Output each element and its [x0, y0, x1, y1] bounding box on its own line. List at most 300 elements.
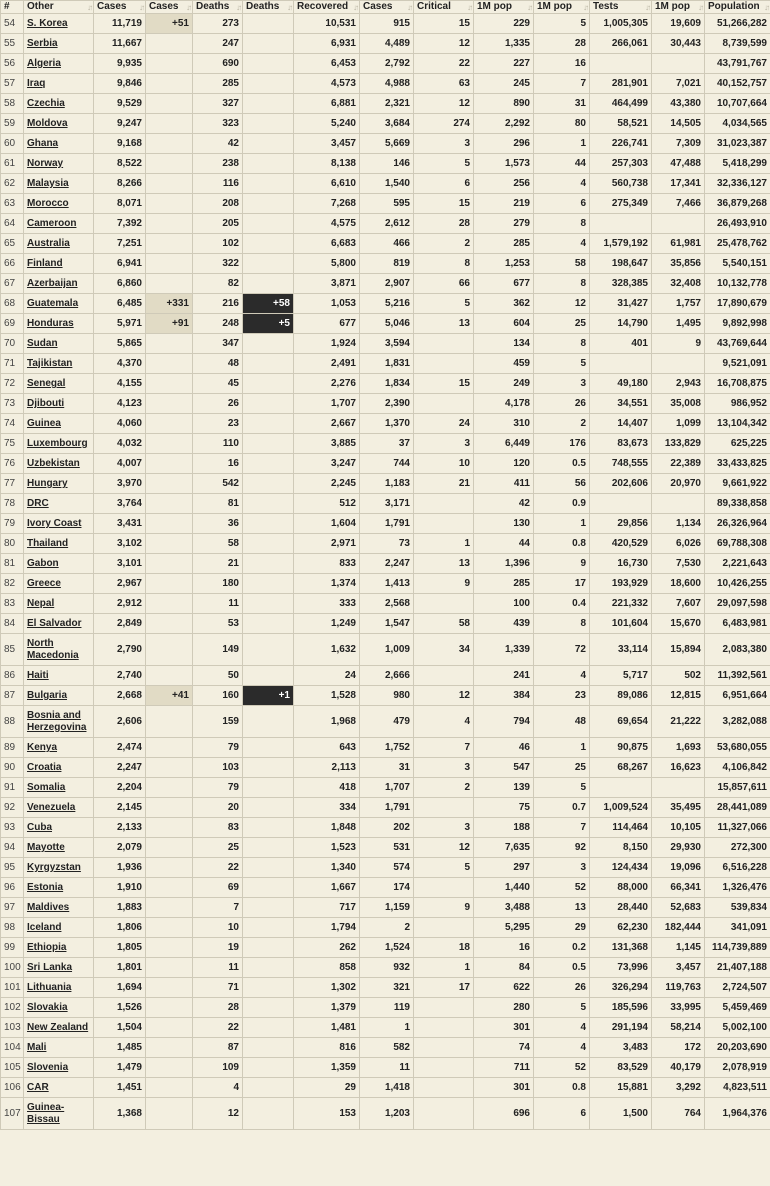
population-cell: 43,791,767 — [705, 54, 770, 74]
total-deaths-cell: 22 — [193, 858, 243, 878]
country-link[interactable]: Guinea — [27, 418, 61, 429]
deaths-per-million-cell: 8 — [534, 274, 590, 294]
column-header-population[interactable] — [705, 1, 770, 14]
column-header-new-cases[interactable] — [146, 1, 193, 14]
sort-arrows-icon[interactable]: ↓↑ — [583, 3, 587, 12]
tests-per-million-cell — [652, 54, 705, 74]
new-cases-cell — [146, 958, 193, 978]
tests-per-million-cell: 58,214 — [652, 1018, 705, 1038]
country-link[interactable]: Senegal — [27, 378, 66, 389]
active-cases-cell: 2,792 — [360, 54, 414, 74]
table-row — [1, 594, 770, 614]
new-cases-cell — [146, 1038, 193, 1058]
new-deaths-cell — [243, 798, 294, 818]
country-link[interactable]: Honduras — [27, 318, 74, 329]
new-deaths-cell — [243, 234, 294, 254]
country-link[interactable]: Kenya — [27, 742, 58, 753]
tests-per-million-cell: 7,466 — [652, 194, 705, 214]
new-deaths-cell — [243, 174, 294, 194]
country-link[interactable]: Norway — [27, 158, 64, 169]
country-link[interactable]: Morocco — [27, 198, 69, 209]
country-link[interactable]: Gabon — [27, 558, 59, 569]
tests-cell: 88,000 — [590, 878, 652, 898]
deaths-per-million-cell: 52 — [534, 878, 590, 898]
table-row — [1, 818, 770, 838]
recovered-cell: 1,667 — [294, 878, 360, 898]
table-row — [1, 294, 770, 314]
country-link[interactable]: Estonia — [27, 882, 64, 893]
tests-per-million-cell: 1,099 — [652, 414, 705, 434]
table-row — [1, 798, 770, 818]
country-link[interactable]: Greece — [27, 578, 61, 589]
country-cell — [24, 1038, 94, 1058]
critical-cell — [414, 514, 474, 534]
total-deaths-cell: 11 — [193, 594, 243, 614]
recovered-cell: 512 — [294, 494, 360, 514]
rank-cell: 99 — [1, 938, 24, 958]
total-deaths-cell: 53 — [193, 614, 243, 634]
tests-per-million-cell: 7,530 — [652, 554, 705, 574]
country-cell — [24, 594, 94, 614]
population-cell: 33,433,825 — [705, 454, 770, 474]
country-link[interactable]: Moldova — [27, 118, 68, 129]
country-link[interactable]: Ivory Coast — [27, 518, 82, 529]
rank-cell: 80 — [1, 534, 24, 554]
tests-per-million-cell: 52,683 — [652, 898, 705, 918]
country-cell — [24, 14, 94, 34]
total-cases-cell: 5,971 — [94, 314, 146, 334]
population-cell: 2,221,643 — [705, 554, 770, 574]
column-header-deaths-per-million[interactable] — [534, 1, 590, 14]
recovered-cell: 5,240 — [294, 114, 360, 134]
column-header-label: Deaths — [246, 1, 280, 12]
population-cell: 625,225 — [705, 434, 770, 454]
critical-cell: 12 — [414, 94, 474, 114]
column-header-tests-per-million[interactable] — [652, 1, 705, 14]
country-cell — [24, 574, 94, 594]
new-deaths-cell — [243, 1078, 294, 1098]
new-cases-cell — [146, 514, 193, 534]
sort-arrows-icon[interactable]: ↓↑ — [186, 3, 190, 12]
population-cell: 32,336,127 — [705, 174, 770, 194]
table-body — [1, 14, 770, 1130]
country-link[interactable]: Mayotte — [27, 842, 65, 853]
country-link[interactable]: Tajikistan — [27, 358, 73, 369]
new-cases-cell — [146, 414, 193, 434]
total-cases-cell: 6,485 — [94, 294, 146, 314]
tests-cell: 202,606 — [590, 474, 652, 494]
column-header-label: Population — [708, 1, 760, 12]
rank-cell: 74 — [1, 414, 24, 434]
column-header-total-deaths[interactable] — [193, 1, 243, 14]
cases-per-million-cell: 1,339 — [474, 634, 534, 666]
tests-cell: 58,521 — [590, 114, 652, 134]
total-deaths-cell: 327 — [193, 94, 243, 114]
country-link[interactable]: Thailand — [27, 538, 69, 549]
country-link[interactable]: Slovenia — [27, 1062, 69, 1073]
new-deaths-cell — [243, 494, 294, 514]
critical-cell: 22 — [414, 54, 474, 74]
total-cases-cell: 2,849 — [94, 614, 146, 634]
cases-per-million-cell: 84 — [474, 958, 534, 978]
rank-cell: 100 — [1, 958, 24, 978]
sort-arrows-icon[interactable]: ↓↑ — [407, 3, 411, 12]
recovered-cell: 833 — [294, 554, 360, 574]
total-cases-cell: 9,247 — [94, 114, 146, 134]
population-cell: 9,521,091 — [705, 354, 770, 374]
rank-cell: 85 — [1, 634, 24, 666]
tests-per-million-cell: 3,457 — [652, 958, 705, 978]
population-cell: 10,132,778 — [705, 274, 770, 294]
population-cell: 36,879,268 — [705, 194, 770, 214]
total-cases-cell: 3,431 — [94, 514, 146, 534]
tests-per-million-cell: 6,026 — [652, 534, 705, 554]
recovered-cell: 816 — [294, 1038, 360, 1058]
tests-cell: 326,294 — [590, 978, 652, 998]
total-cases-cell: 7,392 — [94, 214, 146, 234]
deaths-per-million-cell: 29 — [534, 918, 590, 938]
new-cases-cell — [146, 594, 193, 614]
rank-cell: 83 — [1, 594, 24, 614]
rank-cell: 67 — [1, 274, 24, 294]
country-link[interactable]: Guinea-Bissau — [27, 1101, 65, 1125]
column-header-tests[interactable] — [590, 1, 652, 14]
new-deaths-cell — [243, 634, 294, 666]
column-header-rank[interactable] — [1, 1, 24, 14]
cases-per-million-cell: 279 — [474, 214, 534, 234]
rank-cell: 78 — [1, 494, 24, 514]
critical-cell: 3 — [414, 134, 474, 154]
recovered-cell: 8,138 — [294, 154, 360, 174]
column-header-critical[interactable] — [414, 1, 474, 14]
recovered-cell: 1,302 — [294, 978, 360, 998]
column-header-cases-per-million[interactable] — [474, 1, 534, 14]
population-cell: 15,857,611 — [705, 778, 770, 798]
critical-cell: 2 — [414, 234, 474, 254]
deaths-per-million-cell: 80 — [534, 114, 590, 134]
new-cases-cell — [146, 978, 193, 998]
country-link[interactable]: Australia — [27, 238, 70, 249]
tests-cell: 198,647 — [590, 254, 652, 274]
sort-arrows-icon[interactable]: ↓↑ — [353, 3, 357, 12]
cases-per-million-cell: 16 — [474, 938, 534, 958]
new-cases-cell — [146, 214, 193, 234]
population-cell: 20,203,690 — [705, 1038, 770, 1058]
tests-per-million-cell: 47,488 — [652, 154, 705, 174]
total-cases-cell: 9,529 — [94, 94, 146, 114]
sort-arrows-icon[interactable]: ↓↑ — [236, 3, 240, 12]
rank-cell: 76 — [1, 454, 24, 474]
country-link[interactable]: CAR — [27, 1082, 49, 1093]
new-cases-cell — [146, 878, 193, 898]
sort-arrows-icon[interactable]: ↓↑ — [698, 3, 702, 12]
country-link[interactable]: Djibouti — [27, 398, 65, 409]
table-row — [1, 778, 770, 798]
cases-per-million-cell: 2,292 — [474, 114, 534, 134]
country-link[interactable]: Haiti — [27, 670, 49, 681]
deaths-per-million-cell: 28 — [534, 34, 590, 54]
tests-cell: 16,730 — [590, 554, 652, 574]
country-cell — [24, 778, 94, 798]
country-cell — [24, 938, 94, 958]
deaths-per-million-cell: 0.7 — [534, 798, 590, 818]
deaths-per-million-cell: 6 — [534, 194, 590, 214]
country-link[interactable]: Hungary — [27, 478, 68, 489]
cases-per-million-cell: 4,178 — [474, 394, 534, 414]
tests-per-million-cell: 30,443 — [652, 34, 705, 54]
rank-cell: 107 — [1, 1098, 24, 1130]
active-cases-cell: 2,612 — [360, 214, 414, 234]
country-link[interactable]: S. Korea — [27, 18, 68, 29]
active-cases-cell: 1,540 — [360, 174, 414, 194]
new-deaths-cell — [243, 858, 294, 878]
total-cases-cell: 1,936 — [94, 858, 146, 878]
rank-cell: 105 — [1, 1058, 24, 1078]
tests-per-million-cell: 119,763 — [652, 978, 705, 998]
active-cases-cell: 1,418 — [360, 1078, 414, 1098]
country-cell — [24, 1058, 94, 1078]
total-deaths-cell: 23 — [193, 414, 243, 434]
new-deaths-cell — [243, 666, 294, 686]
tests-cell: 193,929 — [590, 574, 652, 594]
total-cases-cell: 2,145 — [94, 798, 146, 818]
table-row — [1, 978, 770, 998]
active-cases-cell: 1,413 — [360, 574, 414, 594]
country-link[interactable]: Sudan — [27, 338, 58, 349]
recovered-cell: 3,247 — [294, 454, 360, 474]
country-cell — [24, 686, 94, 706]
new-cases-cell — [146, 254, 193, 274]
column-header-total-cases[interactable] — [94, 1, 146, 14]
table-row — [1, 74, 770, 94]
new-deaths-cell — [243, 978, 294, 998]
total-cases-cell: 1,805 — [94, 938, 146, 958]
country-link[interactable]: Malaysia — [27, 178, 69, 189]
recovered-cell: 6,881 — [294, 94, 360, 114]
column-header-new-deaths[interactable] — [243, 1, 294, 14]
tests-per-million-cell: 15,670 — [652, 614, 705, 634]
country-link[interactable]: Uzbekistan — [27, 458, 80, 469]
country-link[interactable]: Croatia — [27, 762, 62, 773]
total-cases-cell: 2,790 — [94, 634, 146, 666]
column-header-recovered[interactable] — [294, 1, 360, 14]
new-deaths-cell — [243, 254, 294, 274]
sort-arrows-icon[interactable]: ↓↑ — [764, 3, 768, 12]
table-row — [1, 666, 770, 686]
sort-arrows-icon[interactable]: ↓↑ — [287, 3, 291, 12]
tests-cell: 90,875 — [590, 738, 652, 758]
table-row — [1, 738, 770, 758]
country-link[interactable]: Maldives — [27, 902, 70, 913]
tests-per-million-cell: 29,930 — [652, 838, 705, 858]
tests-per-million-cell: 7,607 — [652, 594, 705, 614]
total-cases-cell: 1,910 — [94, 878, 146, 898]
recovered-cell: 334 — [294, 798, 360, 818]
active-cases-cell: 37 — [360, 434, 414, 454]
recovered-cell: 1,848 — [294, 818, 360, 838]
country-link[interactable]: Azerbaijan — [27, 278, 78, 289]
sort-arrows-icon[interactable]: ↓↑ — [645, 3, 649, 12]
column-header-active-cases[interactable] — [360, 1, 414, 14]
country-cell — [24, 74, 94, 94]
country-link[interactable]: El Salvador — [27, 618, 82, 629]
recovered-cell: 5,800 — [294, 254, 360, 274]
country-link[interactable]: Lithuania — [27, 982, 72, 993]
cases-per-million-cell: 890 — [474, 94, 534, 114]
country-cell — [24, 514, 94, 534]
tests-cell: 560,738 — [590, 174, 652, 194]
country-link[interactable]: Serbia — [27, 38, 58, 49]
table-row — [1, 838, 770, 858]
rank-cell: 94 — [1, 838, 24, 858]
table-row — [1, 1018, 770, 1038]
rank-cell: 87 — [1, 686, 24, 706]
tests-cell: 29,856 — [590, 514, 652, 534]
country-link[interactable]: Cameroon — [27, 218, 77, 229]
active-cases-cell: 2,390 — [360, 394, 414, 414]
tests-per-million-cell: 14,505 — [652, 114, 705, 134]
sort-arrows-icon[interactable]: ↓↑ — [527, 3, 531, 12]
population-cell: 25,478,762 — [705, 234, 770, 254]
sort-arrows-icon[interactable]: ↓↑ — [467, 3, 471, 12]
country-cell — [24, 818, 94, 838]
table-row — [1, 534, 770, 554]
new-deaths-cell — [243, 94, 294, 114]
sort-arrows-icon[interactable]: ↓↑ — [139, 3, 143, 12]
country-link[interactable]: Somalia — [27, 782, 66, 793]
country-link[interactable]: North Macedonia — [27, 637, 79, 661]
tests-cell: 131,368 — [590, 938, 652, 958]
critical-cell — [414, 1018, 474, 1038]
country-link[interactable]: DRC — [27, 498, 49, 509]
country-link[interactable]: Algeria — [27, 58, 61, 69]
country-cell — [24, 154, 94, 174]
table-row — [1, 574, 770, 594]
table-row — [1, 354, 770, 374]
tests-cell: 124,434 — [590, 858, 652, 878]
country-link[interactable]: Mali — [27, 1042, 47, 1053]
deaths-per-million-cell: 58 — [534, 254, 590, 274]
new-cases-cell — [146, 394, 193, 414]
table-row — [1, 214, 770, 234]
new-cases-cell — [146, 334, 193, 354]
deaths-per-million-cell: 56 — [534, 474, 590, 494]
cases-per-million-cell: 249 — [474, 374, 534, 394]
new-deaths-cell — [243, 214, 294, 234]
country-link[interactable]: Finland — [27, 258, 63, 269]
active-cases-cell: 1,834 — [360, 374, 414, 394]
tests-per-million-cell: 10,105 — [652, 818, 705, 838]
country-link[interactable]: Venezuela — [27, 802, 76, 813]
country-link[interactable]: Sri Lanka — [27, 962, 73, 973]
tests-cell: 68,267 — [590, 758, 652, 778]
population-cell: 29,097,598 — [705, 594, 770, 614]
deaths-per-million-cell: 176 — [534, 434, 590, 454]
country-link[interactable]: Guatemala — [27, 298, 79, 309]
new-deaths-cell — [243, 898, 294, 918]
new-deaths-cell — [243, 838, 294, 858]
country-link[interactable]: Ethiopia — [27, 942, 67, 953]
active-cases-cell: 1,547 — [360, 614, 414, 634]
rank-cell: 91 — [1, 778, 24, 798]
country-link[interactable]: Nepal — [27, 598, 55, 609]
total-deaths-cell: 216 — [193, 294, 243, 314]
population-cell: 26,326,964 — [705, 514, 770, 534]
total-deaths-cell: 28 — [193, 998, 243, 1018]
country-link[interactable]: Iraq — [27, 78, 46, 89]
tests-per-million-cell: 1,757 — [652, 294, 705, 314]
active-cases-cell: 582 — [360, 1038, 414, 1058]
tests-per-million-cell: 3,292 — [652, 1078, 705, 1098]
country-cell — [24, 494, 94, 514]
new-deaths-cell — [243, 574, 294, 594]
recovered-cell: 717 — [294, 898, 360, 918]
new-deaths-cell — [243, 1038, 294, 1058]
total-deaths-cell: 690 — [193, 54, 243, 74]
country-link[interactable]: Bulgaria — [27, 690, 68, 701]
tests-cell: 748,555 — [590, 454, 652, 474]
population-cell: 10,426,255 — [705, 574, 770, 594]
country-link[interactable]: Cuba — [27, 822, 52, 833]
table-row — [1, 554, 770, 574]
country-link[interactable]: Slovakia — [27, 1002, 68, 1013]
tests-cell: 281,901 — [590, 74, 652, 94]
population-cell: 51,266,282 — [705, 14, 770, 34]
total-cases-cell: 2,606 — [94, 706, 146, 738]
country-link[interactable]: New Zealand — [27, 1022, 89, 1033]
total-cases-cell: 1,504 — [94, 1018, 146, 1038]
critical-cell: 6 — [414, 174, 474, 194]
column-header-label: Critical — [417, 1, 451, 12]
population-cell: 11,327,066 — [705, 818, 770, 838]
active-cases-cell: 3,684 — [360, 114, 414, 134]
rank-cell: 104 — [1, 1038, 24, 1058]
sort-arrows-icon[interactable]: ↓↑ — [87, 3, 91, 12]
tests-cell — [590, 778, 652, 798]
country-link[interactable]: Bosnia and Herzegovina — [27, 709, 87, 733]
country-link[interactable]: Iceland — [27, 922, 62, 933]
new-deaths-cell — [243, 1098, 294, 1130]
population-cell: 9,661,922 — [705, 474, 770, 494]
rank-cell: 92 — [1, 798, 24, 818]
country-link[interactable]: Czechia — [27, 98, 65, 109]
country-cell — [24, 134, 94, 154]
recovered-cell: 2,245 — [294, 474, 360, 494]
cases-per-million-cell: 256 — [474, 174, 534, 194]
country-link[interactable]: Luxembourg — [27, 438, 88, 449]
rank-cell: 102 — [1, 998, 24, 1018]
rank-cell: 65 — [1, 234, 24, 254]
tests-cell: 3,483 — [590, 1038, 652, 1058]
population-cell: 1,964,376 — [705, 1098, 770, 1130]
cases-per-million-cell: 120 — [474, 454, 534, 474]
country-link[interactable]: Ghana — [27, 138, 59, 149]
tests-per-million-cell: 12,815 — [652, 686, 705, 706]
critical-cell — [414, 354, 474, 374]
deaths-per-million-cell: 4 — [534, 174, 590, 194]
cases-per-million-cell: 439 — [474, 614, 534, 634]
tests-per-million-cell: 32,408 — [652, 274, 705, 294]
country-cell — [24, 374, 94, 394]
column-header-country[interactable] — [24, 1, 94, 14]
critical-cell — [414, 918, 474, 938]
new-cases-cell — [146, 94, 193, 114]
country-link[interactable]: Kyrgyzstan — [27, 862, 81, 873]
new-cases-cell — [146, 134, 193, 154]
table-row — [1, 514, 770, 534]
population-cell: 6,483,981 — [705, 614, 770, 634]
tests-cell: 49,180 — [590, 374, 652, 394]
